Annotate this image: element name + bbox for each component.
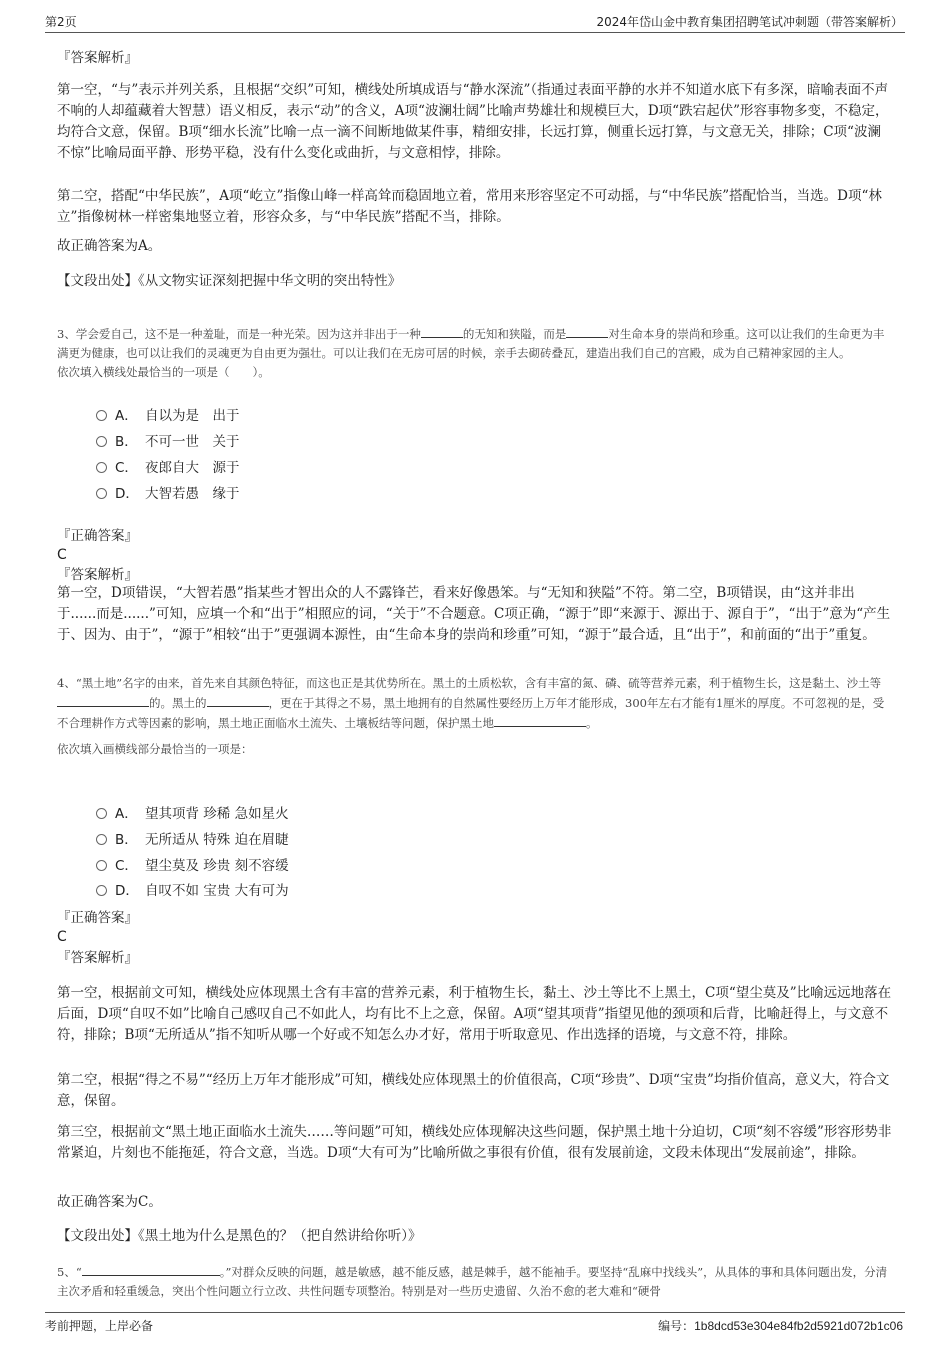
page-header (45, 10, 905, 33)
q4-answer: C (57, 929, 67, 945)
radio-icon[interactable] (96, 834, 107, 845)
q3-option-d[interactable]: D． 大智若愚 缘于 (96, 483, 240, 505)
radio-icon[interactable] (96, 860, 107, 871)
q3-blank-2 (566, 324, 608, 338)
page-footer (45, 1312, 905, 1333)
q3-blank-1 (421, 324, 463, 338)
radio-icon[interactable] (96, 410, 107, 421)
prev-analysis-para2: 第二空，搭配“中华民族”，A项“屹立”指像山峰一样高耸而稳固地立着，常用来形容坚定不可动摇，与“中华民族”搭配恰当，当选。D项“林立”指像树林一样密集地竖立着，形容众多，与“中华民族”搭配不当，排除。 (57, 188, 882, 225)
radio-icon[interactable] (96, 808, 107, 819)
q5-blank-1 (82, 1262, 220, 1276)
q4-source (57, 1226, 893, 1247)
q4-analysis-label: 『答案解析』 (57, 950, 138, 966)
page-number: 第2页 (45, 15, 77, 29)
q4-blank-2 (207, 693, 269, 707)
radio-icon[interactable] (96, 885, 107, 896)
prev-analysis-label: 『答案解析』 (57, 50, 138, 66)
q4-option-b[interactable]: B． 无所适从 特殊 迫在眉睫 (96, 829, 289, 851)
q3-option-b[interactable]: B． 不可一世 关于 (96, 431, 240, 453)
q3-answer: C (57, 547, 67, 563)
source-tag: 【文段出处】 (57, 1228, 138, 1244)
radio-icon[interactable] (96, 436, 107, 447)
q3-option-a[interactable]: A． 自以为是 出于 (96, 405, 240, 427)
q3-stem: 3、学会爱自己，这不是一种羞耻，而是一种光荣。因为这并非出于一种 的无知和狭隘，而是 对生命本身的崇尚和珍重。这可以让我们的生命更为丰满更为健康，也可以让我们的灵魂更为自由更为强壮。可以让我们在无房可居的时候，亲手去砌砖叠瓦，建造出我们自己的宫殿，成为自己精神家园的主人。 依次填入横线处最恰当的一项是（ ）。 (57, 324, 893, 382)
prev-analysis-para1: 第一空，“与”表示并列关系，且根据“交织”可知，横线处所填成语与“静水深流”（指通过表面平静的水并不知道水底下有多深，暗喻表面不声不响的人却蕴藏着大智慧）语义相反，表示“动”的含义，A项“波澜壮阔”比喻声势雄壮和规模巨大，D项“跌宕起伏”形容事物多变，不稳定，均符合文意，保留。B项“细水长流”比喻一点一滴不间断地做某件事，精细安排，长远打算，侧重长远打算，与文意无关，排除；C项“波澜不惊”比喻局面平静、形势平稳，没有什么变化或曲折，与文意相悖，排除。 (57, 82, 889, 161)
radio-icon[interactable] (96, 462, 107, 473)
q3-option-c[interactable]: C． 夜郎自大 源于 (96, 457, 240, 479)
q4-prompt: 依次填入画横线部分最恰当的一项是： (57, 742, 253, 756)
q4-option-d[interactable]: D． 自叹不如 宝贵 大有可为 (96, 880, 289, 902)
document-title: 2024年岱山金中教育集团招聘笔试冲刺题（带答案解析） (596, 15, 903, 29)
footer-slogan: 考前押题，上岸必备 (45, 1319, 154, 1333)
q4-analysis-para2: 第二空，根据“得之不易”“经历上万年才能形成”可知，横线处应体现黑土的价值很高，C项“珍贵”、D项“宝贵”均指价值高，意义大，符合文意，保留。 (57, 1072, 890, 1109)
source-title: 《从文物实证深刻把握中华文明的突出特性》 (138, 273, 402, 289)
q4-option-c[interactable]: C． 望尘莫及 珍贵 刻不容缓 (96, 855, 289, 877)
q4-analysis-para1: 第一空，根据前文可知，横线处应体现黑土含有丰富的营养元素，利于植物生长，黏土、沙土等比不上黑土，C项“望尘莫及”比喻远远地落在后面，D项“自叹不如”比喻自己感叹自己不如此人，均有比不上之意，保留。A项“望其项背”指望见他的颈项和后背，比喻赶得上，与文意不符，排除；B项“无所适从”指不知听从哪一个好或不知怎么办才好，常用于听取意见、作出选择的语境，与文意不符，排除。 (57, 985, 892, 1043)
q4-correct-label: 『正确答案』 (57, 910, 138, 926)
q4-conclusion: 故正确答案为C。 (57, 1194, 162, 1210)
source-title: 《黑土地为什么是黑色的？（把自然讲给你听）》 (138, 1228, 422, 1244)
q3-prompt: 依次填入横线处最恰当的一项是（ ）。 (57, 365, 270, 379)
q4-option-a[interactable]: A． 望其项背 珍稀 急如星火 (96, 803, 289, 825)
source-tag: 【文段出处】 (57, 273, 138, 289)
q3-analysis-label: 『答案解析』 (57, 567, 138, 583)
footer-code: 编号：1b8dcd53e304e84fb2d5921d072b1c06 (658, 1319, 903, 1333)
radio-icon[interactable] (96, 488, 107, 499)
q3-correct-label: 『正确答案』 (57, 528, 138, 544)
q5-stem: 5、“ 。”对群众反映的问题，越是敏感，越不能反感，越是棘手，越不能袖手。要坚持“乱麻中找线头”，从具体的事和具体问题出发，分清主次矛盾和轻重缓急，突出个性问题立行立改、共性问题专项整治。特别是对一些历史遗留、久治不愈的老大难和“硬骨 (57, 1262, 893, 1301)
q4-stem: 4、“黑土地”名字的由来，首先来自其颜色特征，而这也正是其优势所在。黑土的土质松软，含有丰富的氮、磷、硫等营养元素，利于植物生长，这是黏土、沙土等的。黑土的 ，更在于其得之不易，黑土地拥有的自然属性要经历上万年才能形成，300年左右才能有1厘米的厚度。不可忽视的是，受不合理耕作方式等因素的影响，黑土地正面临水土流失、土壤板结等问题，保护黑土地 。 (57, 676, 885, 730)
prev-source (57, 271, 893, 292)
prev-conclusion: 故正确答案为A。 (57, 238, 162, 254)
q4-blank-3 (494, 713, 586, 727)
q3-analysis: 第一空，D项错误，“大智若愚”指某些才智出众的人不露锋芒，看来好像愚笨。与“无知和狭隘”不符。第二空，B项错误，由“这并非出于......而是......”可知，应填一个和“出于”相照应的词，“关于”不合题意。C项正确，“源于”即“来源于、源出于、源自于”，“出于”意为“产生于、因为、由于”，“源于”相较“出于”更强调本源性，由“生命本身的崇尚和珍重”可知，“源于”最合适，且“出于”，和前面的“出于”重复。 (57, 585, 891, 643)
q4-analysis-para3: 第三空，根据前文“黑土地正面临水土流失……等问题”可知，横线处应体现解决这些问题，保护黑土地十分迫切，C项“刻不容缓”形容形势非常紧迫，片刻也不能拖延，符合文意，当选。D项“大有可为”比喻所做之事很有价值，很有发展前途，文段未体现出“发展前途”，排除。 (57, 1124, 892, 1161)
q4-blank-1 (57, 693, 149, 707)
